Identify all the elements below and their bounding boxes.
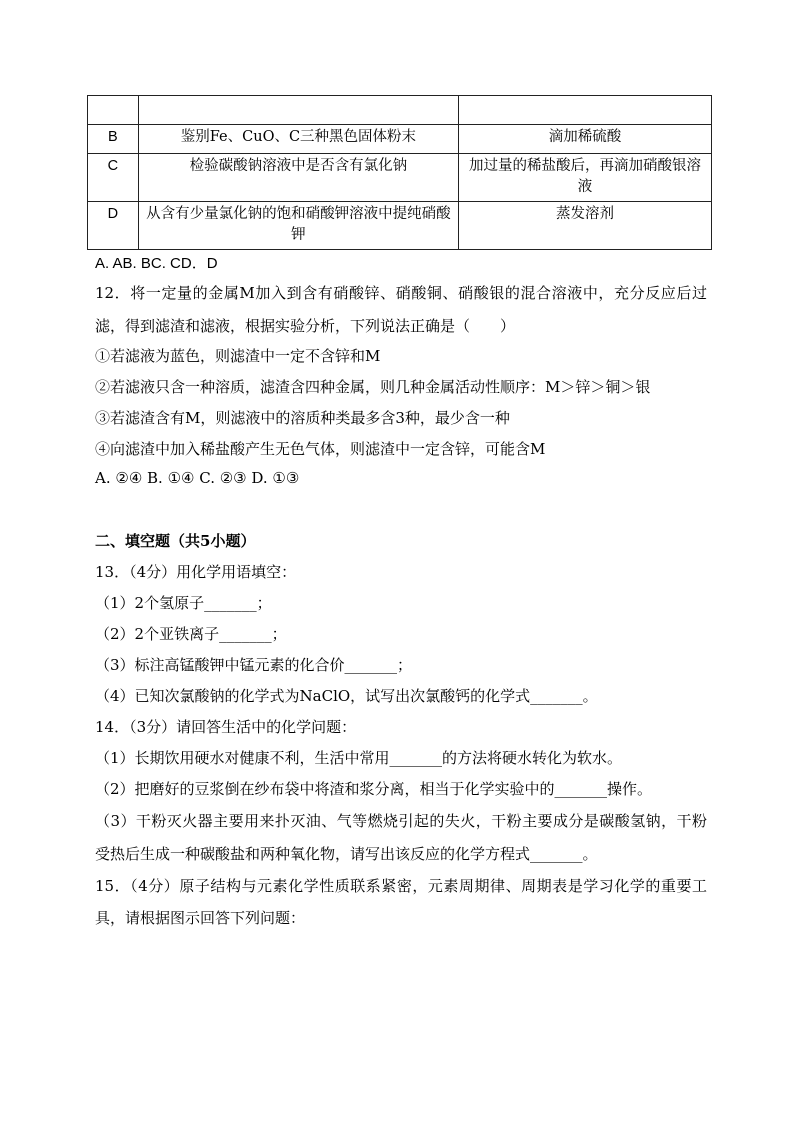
method-cell [459,96,712,125]
q14-part-3-line1: （3）干粉灭火器主要用来扑灭油、气等燃烧引起的失火，干粉主要成分是碳酸氢钠，干粉 [95,812,707,830]
table-row [88,96,712,125]
table-row [88,154,712,202]
method-cell: 加过量的稀盐酸后，再滴加硝酸银溶液 [459,154,712,202]
q14-stem: 14．（3分）请回答生活中的化学问题： [95,718,357,736]
q11-options: A. AB. BC. CD．D [95,255,218,272]
q13-part-1: （1）2个氢原子_______； [95,594,272,612]
q13-part-2: （2）2个亚铁离子_______； [95,625,287,643]
q12-statement-4: ④向滤渣中加入稀盐酸产生无色气体，则滤渣中一定含锌，可能含M [95,440,546,458]
experiment-options-table [87,95,712,250]
q15-stem-line2: 具，请根据图示回答下列问题： [95,909,306,927]
q12-options: A. ②④ B. ①④ C. ②③ D. ①③ [95,469,300,487]
purpose-cell: 从含有少量氯化钠的饱和硝酸钾溶液中提纯硝酸钾 [138,202,458,250]
option-label-cell: D [88,202,139,250]
q14-part-2: （2）把磨好的豆浆倒在纱布袋中将渣和浆分离，相当于化学实验中的_______操作。 [95,780,653,798]
purpose-cell: 鉴别Fe、CuO、C三种黑色固体粉末 [138,125,458,154]
method-cell: 蒸发溶剂 [459,202,712,250]
q12-statement-2: ②若滤液只含一种溶质，滤渣含四种金属，则几种金属活动性顺序：M＞锌＞铜＞银 [95,378,651,396]
q12-stem-line1: 12．将一定量的金属M加入到含有硝酸锌、硝酸铜、硝酸银的混合溶液中，充分反应后过 [95,284,707,302]
q15-stem-line1: 15．（4分）原子结构与元素化学性质联系紧密，元素周期律、周期表是学习化学的重要工 [95,877,707,895]
q14-part-1: （1）长期饮用硬水对健康不利，生活中常用_______的方法将硬水转化为软水。 [95,749,623,767]
purpose-cell: 检验碳酸钠溶液中是否含有氯化钠 [138,154,458,202]
option-label-cell: C [88,154,139,202]
option-label-cell [88,96,139,125]
q13-stem: 13．（4分）用化学用语填空： [95,563,297,581]
table-row [88,125,712,154]
q12-statement-3: ③若滤渣含有M，则滤液中的溶质种类最多含3种，最少含一种 [95,409,510,427]
q12-stem-line2: 滤，得到滤渣和滤液，根据实验分析，下列说法正确是（ ） [95,317,516,335]
table-row [88,202,712,250]
section-title: 二、填空题（共5小题） [95,532,256,550]
q13-part-4: （4）已知次氯酸钠的化学式为NaClO，试写出次氯酸钙的化学式_______。 [95,687,598,705]
q14-part-3-line2: 受热后生成一种碳酸盐和两种氧化物，请写出该反应的化学方程式_______。 [95,845,598,863]
method-cell: 滴加稀硫酸 [459,125,712,154]
q13-part-3: （3）标注高锰酸钾中锰元素的化合价_______； [95,656,413,674]
option-label-cell: B [88,125,139,154]
q12-statement-1: ①若滤液为蓝色，则滤渣中一定不含锌和M [95,347,381,365]
purpose-cell [138,96,458,125]
